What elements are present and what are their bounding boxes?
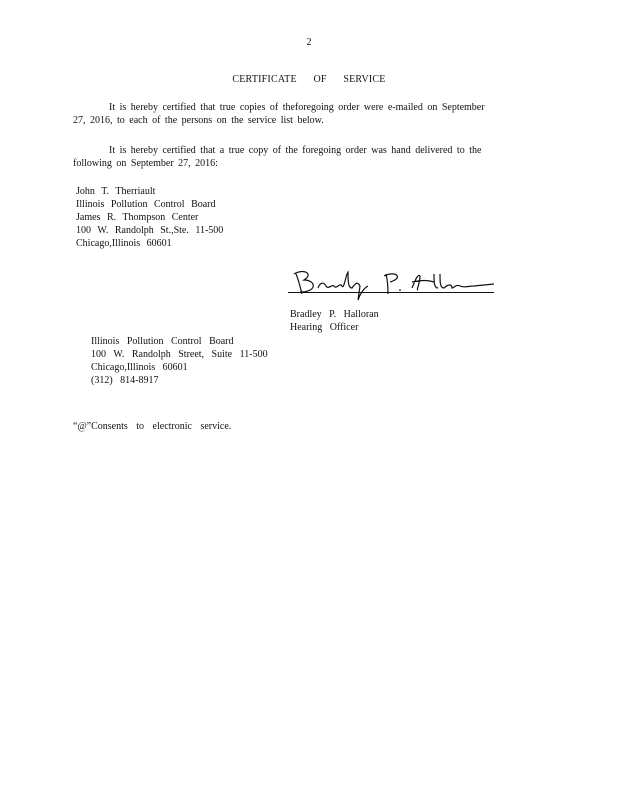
document-title: CERTIFICATE OF SERVICE bbox=[232, 74, 386, 85]
paragraph-line: It is hereby certified that a true copy of the foregoing order was hand delivered to the bbox=[109, 145, 482, 156]
signer-name: Bradley P. Halloran bbox=[290, 309, 379, 320]
electronic-service-footnote: “@”Consents to electronic service. bbox=[73, 421, 232, 432]
signature-line bbox=[288, 292, 494, 293]
board-address bbox=[91, 335, 268, 387]
email-service-paragraph bbox=[73, 101, 520, 127]
hand-delivery-paragraph bbox=[73, 144, 520, 170]
signer-block bbox=[290, 308, 379, 334]
handwritten-signature bbox=[288, 264, 498, 304]
page-number: 2 bbox=[306, 37, 312, 48]
paragraph-line: It is hereby certified that true copies of theforegoing order were e-mailed on September bbox=[109, 102, 485, 113]
recipient-address bbox=[76, 185, 223, 250]
address-line: 100 W. Randolph Street, Suite 11-500 bbox=[91, 349, 268, 360]
address-line: Chicago,Illinois 60601 bbox=[91, 362, 188, 373]
signer-role: Hearing Officer bbox=[290, 322, 359, 333]
paragraph-line: following on September 27, 2016: bbox=[73, 158, 218, 169]
address-line: James R. Thompson Center bbox=[76, 212, 199, 223]
address-line: Chicago,Illinois 60601 bbox=[76, 238, 172, 249]
address-line: Illinois Pollution Control Board bbox=[91, 336, 234, 347]
paragraph-line: 27, 2016, to each of the persons on the service list below. bbox=[73, 115, 324, 126]
address-line: 100 W. Randolph St.,Ste. 11-500 bbox=[76, 225, 224, 236]
recipient-name: John T. Therriault bbox=[76, 186, 156, 197]
signature-image bbox=[288, 264, 498, 304]
phone-number: (312) 814-8917 bbox=[91, 375, 159, 386]
address-line: Illinois Pollution Control Board bbox=[76, 199, 216, 210]
